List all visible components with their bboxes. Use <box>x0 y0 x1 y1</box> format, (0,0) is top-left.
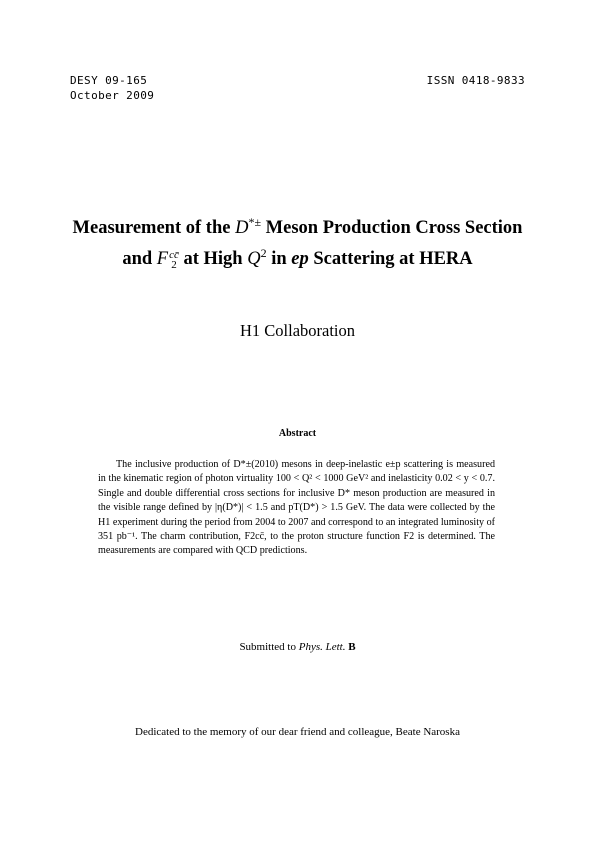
collaboration: H1 Collaboration <box>239 321 356 340</box>
title-line-2 <box>40 241 555 272</box>
title-text: Measurement of the <box>72 218 236 239</box>
title-text: and <box>122 249 157 270</box>
dstar-superscript: *± <box>248 215 262 229</box>
report-number-block <box>70 73 154 103</box>
submission-note <box>0 641 595 653</box>
f2cc-symbol: F <box>156 249 169 270</box>
title-text: Meson Production Cross Section <box>261 218 523 239</box>
dstar-symbol: D <box>235 218 249 239</box>
title-text: at High <box>178 249 248 270</box>
dedication: Dedicated to the memory of our dear friend and colleague, Beate Naroska <box>135 726 460 738</box>
report-date: October 2009 <box>70 89 155 102</box>
q2-symbol: Q <box>247 249 261 270</box>
q2-superscript: 2 <box>260 246 267 261</box>
issn: ISSN 0418-9833 <box>426 74 525 87</box>
journal-volume: B <box>348 641 356 653</box>
title-text: Scattering at HERA <box>308 249 473 270</box>
title-line-1 <box>40 210 555 241</box>
journal-name: Phys. Lett. <box>298 641 346 653</box>
paper-title <box>40 210 555 272</box>
ep-text: ep <box>291 249 309 270</box>
f2cc-scripts: cc̄ 2 <box>169 249 179 272</box>
report-number: DESY 09-165 <box>70 74 148 87</box>
abstract-heading: Abstract <box>278 428 317 439</box>
submission-prefix: Submitted to <box>239 641 299 653</box>
title-text: in <box>266 249 292 270</box>
abstract-text: The inclusive production of D*±(2010) mesons in deep-inelastic e±p scattering is measured in the kinematic region of photon virtuality 100 < Q² < 1000 GeV² and inelasticity 0.02 < y < 0.7. Single and double differential cross sections for inclusive D* meson production are measured in the visible range defined by |η(D*)| < 1.5 and pT(D*) > 1.5 GeV. The data were collected by the H1 experiment during the period from 2004 to 2007 and correspond to an integrated luminosity of 351 pb⁻¹. The charm contribution, F2cc̄, to the proton structure function F2 is determined. The measurements are compared with QCD predictions. <box>98 459 495 557</box>
